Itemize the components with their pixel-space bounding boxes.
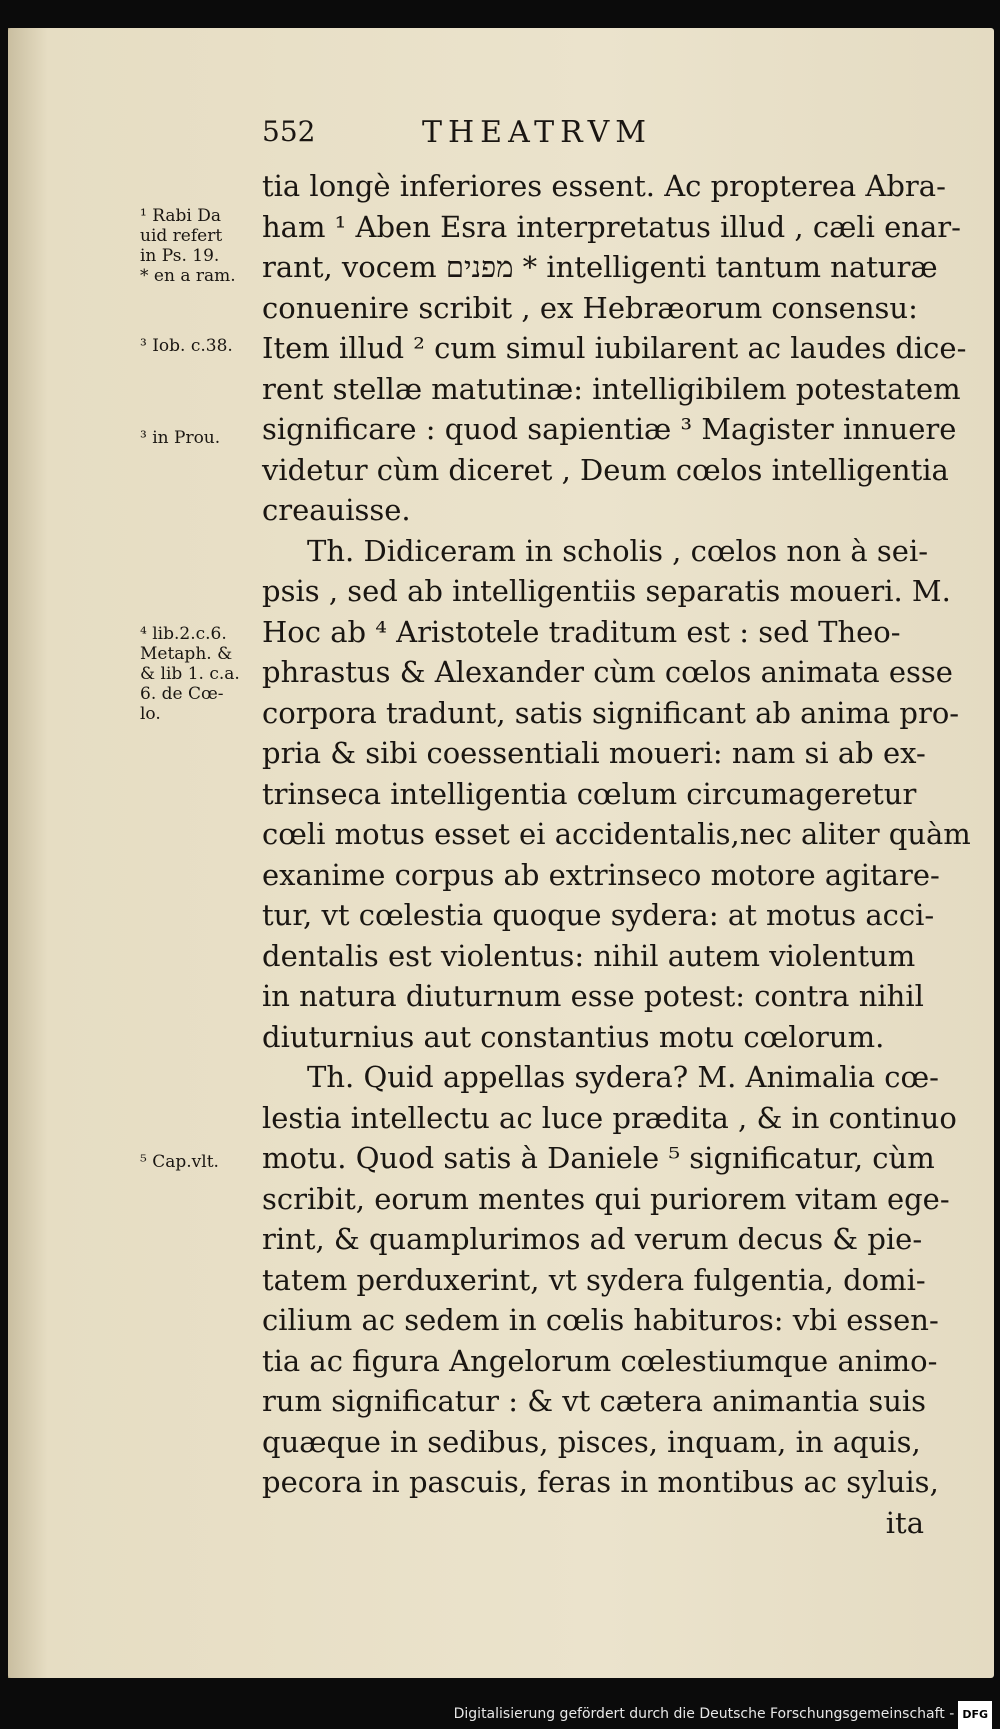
text-line: rant, vocem מפנים * intelligenti tantum naturæ: [262, 250, 938, 284]
text-line: tia longè inferiores essent. Ac propterea Abra-: [262, 169, 946, 203]
marginal-line: ¹ Rabi Da: [140, 206, 222, 226]
text-line: Item illud ² cum simul iubilarent ac laudes dice-: [262, 331, 967, 365]
text-line: Th. Didiceram in scholis , cœlos non à sei-: [307, 533, 929, 568]
text-line: conuenire scribit , ex Hebræorum consensu:: [262, 290, 918, 325]
text-line: phrastus & Alexander cùm cœlos animata esse: [262, 655, 953, 689]
body-text: [262, 166, 971, 1543]
text-line: tia ac figura Angelorum cœlestiumque animo-: [262, 1343, 938, 1378]
text-line: pria & sibi coessentiali moueri: nam si ab ex-: [262, 736, 926, 770]
text-line: psis , sed ab intelligentiis separatis moueri. M.: [262, 574, 951, 608]
marginal-note-prou: [140, 428, 260, 448]
marginal-note-5: [140, 1152, 260, 1172]
text-line: rint, & quamplurimos ad verum decus & pie-: [262, 1222, 923, 1256]
marginal-note-3: [140, 336, 260, 356]
marginal-note-4: [140, 624, 260, 724]
text-line: motu. Quod satis à Daniele ⁵ significatur, cùm: [262, 1141, 935, 1175]
text-line: corpora tradunt, satis significant ab anima pro-: [262, 695, 960, 730]
marginal-line: ³ in Prou.: [140, 428, 221, 448]
marginal-line: ⁴ lib.2.c.6.: [140, 624, 227, 644]
text-line: rum significatur : & vt cætera animantia suis: [262, 1384, 927, 1418]
credit-text: Digitalisierung gefördert durch die Deutsche Forschungsgemeinschaft -: [453, 1706, 955, 1722]
marginal-line: Metaph. &: [140, 644, 233, 664]
text-line: lestia intellectu ac luce prædita , & in continuo: [262, 1100, 957, 1135]
text-line: Th. Quid appellas sydera? M. Animalia cœ-: [307, 1060, 939, 1094]
text-line: tatem perduxerint, vt sydera fulgentia, domi-: [262, 1262, 926, 1297]
marginal-line: ⁵ Cap.vlt.: [140, 1152, 219, 1172]
running-title: THEATRVM: [422, 115, 653, 150]
text-line: significare : quod sapientiæ ³ Magister innuere: [262, 412, 957, 446]
marginal-line: uid refert: [140, 226, 223, 246]
text-line: rent stellæ matutinæ: intelligibilem potestatem: [262, 371, 961, 406]
text-line: dentalis est violentus: nihil autem violentum: [262, 938, 916, 973]
catchword: ita: [885, 1505, 924, 1540]
dfg-logo: DFG: [958, 1701, 992, 1729]
text-line: tur, vt cœlestia quoque sydera: at motus acci-: [262, 898, 935, 932]
text-line: exanime corpus ab extrinseco motore agitare-: [262, 857, 940, 892]
marginal-line: ³ Iob. c.38.: [140, 336, 233, 356]
marginal-line: in Ps. 19.: [140, 246, 220, 266]
page-header: [262, 115, 962, 155]
text-line: creauisse.: [262, 493, 411, 527]
text-line: pecora in pascuis, feras in montibus ac syluis,: [262, 1465, 939, 1499]
text-line: quæque in sedibus, pisces, inquam, in aquis,: [262, 1424, 921, 1459]
text-line: cilium ac sedem in cœlis habituros: vbi essen-: [262, 1303, 939, 1337]
text-line: cœli motus esset ei accidentalis,nec aliter quàm: [262, 817, 971, 851]
text-line: scribit, eorum mentes qui puriorem vitam ege-: [262, 1181, 950, 1216]
digitization-credit: [454, 1700, 992, 1728]
text-line: videtur cùm diceret , Deum cœlos intelligentia: [262, 452, 949, 487]
page-number: 552: [262, 115, 316, 148]
marginal-line: lo.: [140, 704, 161, 724]
text-line: in natura diuturnum esse potest: contra nihil: [262, 979, 924, 1013]
text-line: diuturnius aut constantius motu cœlorum.: [262, 1019, 885, 1054]
marginal-note-1: [140, 206, 260, 286]
text-line: ham ¹ Aben Esra interpretatus illud , cæli enar-: [262, 209, 961, 244]
text-line: Hoc ab ⁴ Aristotele traditum est : sed Theo-: [262, 614, 901, 649]
text-line: trinseca intelligentia cœlum circumageretur: [262, 776, 917, 811]
marginal-line: * en a ram.: [140, 266, 236, 286]
marginal-line: 6. de Cœ-: [140, 684, 224, 704]
marginal-line: & lib 1. c.a.: [140, 664, 240, 684]
